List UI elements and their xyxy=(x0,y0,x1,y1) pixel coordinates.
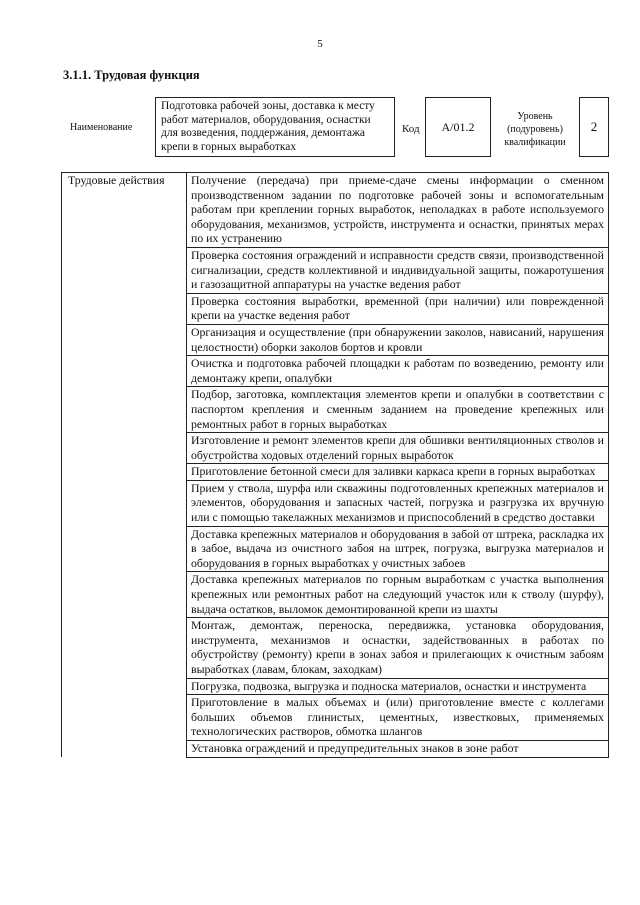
labor-action-item: Прием у ствола, шурфа или скважины подготовленных крепежных материалов и элементов, оборудования и запасных частей, погрузка и разгрузка их вручную или с помощью такелажных механизмов и приспособлений в средство доставки xyxy=(187,480,609,526)
code-label: Код xyxy=(402,123,420,135)
labor-action-item: Проверка состояния ограждений и исправности средств связи, производственной сигнализации, средств коллективной и индивидуальной защиты, пожаротушения и газозащитной аппаратуры на участке ведения работ xyxy=(187,247,609,293)
labor-action-item: Получение (передача) при приеме-сдаче смены информации о сменном производственном задании по подготовке рабочей зоны и вспомогательным работам при креплении горных выработок, неполадках в работе используемого оборудования, механизмов, устройств, инструмента и оснастки, принятых мерах по их устранению xyxy=(187,173,609,248)
qualification-level-label: Уровень (подуровень) квалификации xyxy=(504,111,566,148)
labor-action-item: Организация и осуществление (при обнаружении заколов, нависаний, нарушения целостности) оборки заколов бортов и кровли xyxy=(187,324,609,355)
labor-actions-table xyxy=(61,172,609,758)
qualification-level-box: 2 xyxy=(579,97,609,157)
labor-action-item: Монтаж, демонтаж, переноска, передвижка, установка оборудования, инструмента, механизмов и оснастки, задействованных в работах по обустройству (ремонту) крепи в зонах забоя и прилегающих к очистным забоям выработках (лавам, блокам, заходкам) xyxy=(187,618,609,678)
labor-action-item: Изготовление и ремонт элементов крепи для обшивки вентиляционных стволов и обустройства ходовых отделений горных выработок xyxy=(187,433,609,464)
labor-action-item: Доставка крепежных материалов и оборудования в забой от штрека, раскладка их в забое, выдача из очистного забоя на штрек, погрузка, выгрузка материалов и оборудования в горных выработках у очистных забоев xyxy=(187,526,609,572)
labor-action-item: Проверка состояния выработки, временной (при наличии) или поврежденной крепи на участке ведения работ xyxy=(187,293,609,324)
labor-action-item: Подбор, заготовка, комплектация элементов крепи и опалубки в соответствии с паспортом крепления и сменным заданием на проведение крепежных или ремонтных работ в горных выработках xyxy=(187,387,609,433)
labor-action-item: Погрузка, подвозка, выгрузка и подноска материалов, оснастки и инструмента xyxy=(187,678,609,695)
code-box: A/01.2 xyxy=(425,97,491,157)
labor-action-item: Установка ограждений и предупредительных знаков в зоне работ xyxy=(187,740,609,757)
page-number: 5 xyxy=(317,38,323,50)
labor-action-item: Приготовление бетонной смеси для заливки каркаса крепи в горных выработках xyxy=(187,464,609,481)
labor-actions-label: Трудовые действия xyxy=(62,173,187,758)
name-label: Наименование xyxy=(70,122,133,133)
labor-action-item: Приготовление в малых объемах и (или) приготовление вместе с коллегами больших объемов глинистых, цементных, известковых, применяемых технологических растворов, обмотка шлангов xyxy=(187,695,609,741)
labor-action-row xyxy=(62,173,609,248)
labor-actions-body xyxy=(62,173,609,758)
labor-action-item: Доставка крепежных материалов по горным выработкам с участка выполнения крепежных или ремонтных работ на следующий участок или к стволу (шурфу), выдача остатков, выломок демонтированной крепи из шахты xyxy=(187,572,609,618)
function-name-box: Подготовка рабочей зоны, доставка к месту работ материалов, оборудования, оснастки для возведения, поддержания, демонтажа крепи в горных выработках xyxy=(155,97,395,157)
labor-action-item: Очистка и подготовка рабочей площадки к работам по возведению, ремонту или демонтажу крепи, опалубки xyxy=(187,356,609,387)
section-title: 3.1.1. Трудовая функция xyxy=(63,68,200,82)
